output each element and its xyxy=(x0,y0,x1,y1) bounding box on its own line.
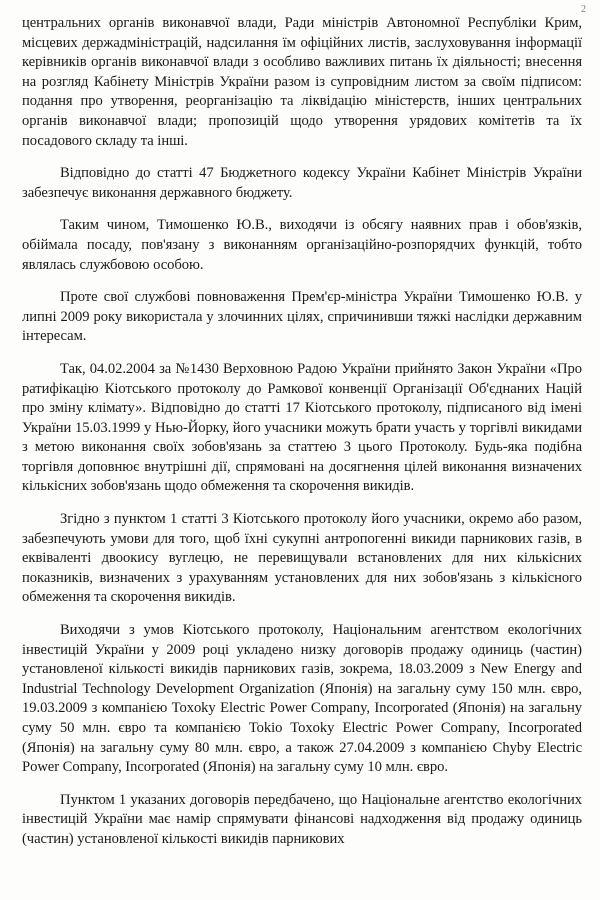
document-body xyxy=(22,14,582,850)
paragraph-contract-terms: Пунктом 1 указаних договорів передбачено, що Національне агентство екологічних інвестицій України має намір спрямувати фінансові надходження від продажу одиниць (частин) установленої кількості викидів парникових xyxy=(22,791,582,847)
paragraph-abuse-of-power: Проте свої службові повноваження Прем'єр-міністра України Тимошенко Ю.В. у липні 2009 року використала у злочинних цілях, спричинивши тяжкі наслідки державним інтересам. xyxy=(22,289,582,345)
page-number: 2 xyxy=(581,4,586,15)
paragraph-contracts: Виходячи з умов Кіотського протоколу, Національним агентством екологічних інвестицій України у 2009 році укладено низку договорів продажу одиниць (частин) установленої кількості викидів парникових газів, зокрема, 18.03.2009 з New Energy and Industrial Technology Development Organization (Японія) на загальну суму 150 млн. євро, 19.03.2009 з компанією Toxoky Electric Power Company, Incorporated (Японія) на загальну суму 50 млн. євро та компанією Tokio Toxoky Electric Power Company, Incorporated (Японія) на загальну суму 80 млн. євро, а також 27.04.2009 з компанією Chyby Electric Power Company, Incorporated (Японія) на загальну суму 10 млн. євро. xyxy=(22,622,582,776)
paragraph-article-3: Згідно з пунктом 1 статті 3 Кіотського протоколу його учасники, окремо або разом, забезпечують умови для того, щоб їхні сукупні антропогенні викиди парникових газів, в еквіваленті двоокису вуглецю, не перевищували встановлених для них кількісних показників, визначених з урахуванням установлених для них зобов'язань з кількісного обмеження та скорочення викидів. xyxy=(22,511,582,606)
paragraph-budget-code: Відповідно до статті 47 Бюджетного кодексу України Кабінет Міністрів України забезпечує виконання державного бюджету. xyxy=(22,165,582,201)
paragraph-continuation: центральних органів виконавчої влади, Ради міністрів Автономної Республіки Крим, місцевих держадміністрацій, надсилання їм офіційних листів, заслуховування інформації керівників органів виконавчої влади з особливо важливих питань їх діяльності; внесення на розгляд Кабінету Міністрів України разом із супровідним листом за своїм підписом: подання про утворення, реорганізацію та ліквідацію міністерств, інших центральних органів виконавчої влади; пропозицій щодо утворення урядових комітетів та їх посадового складу та інші. xyxy=(22,15,582,149)
paragraph-official-status: Таким чином, Тимошенко Ю.В., виходячи із обсягу наявних прав і обов'язків, обіймала посаду, пов'язану з виконанням організаційно-розпорядчих функцій, тобто являлась службовою особою. xyxy=(22,217,582,273)
paragraph-kyoto-ratification: Так, 04.02.2004 за №1430 Верховною Радою України прийнято Закон України «Про ратифікацію Кіотського протоколу до Рамкової конвенції Організації Об'єднаних Націй про зміну клімату». Відповідно до статті 17 Кіотського протоколу, підписаного від імені України 15.03.1999 у Нью-Йорку, його учасники можуть брати участь у торгівлі викидами з метою виконання своїх зобов'язань за статтею 3 цього Протоколу. Будь-яка подібна торгівля доповнює внутрішні дії, спрямовані на досягнення цілей виконання визначених кількісних зобов'язань щодо обмеження та скорочення викидів. xyxy=(22,360,582,495)
